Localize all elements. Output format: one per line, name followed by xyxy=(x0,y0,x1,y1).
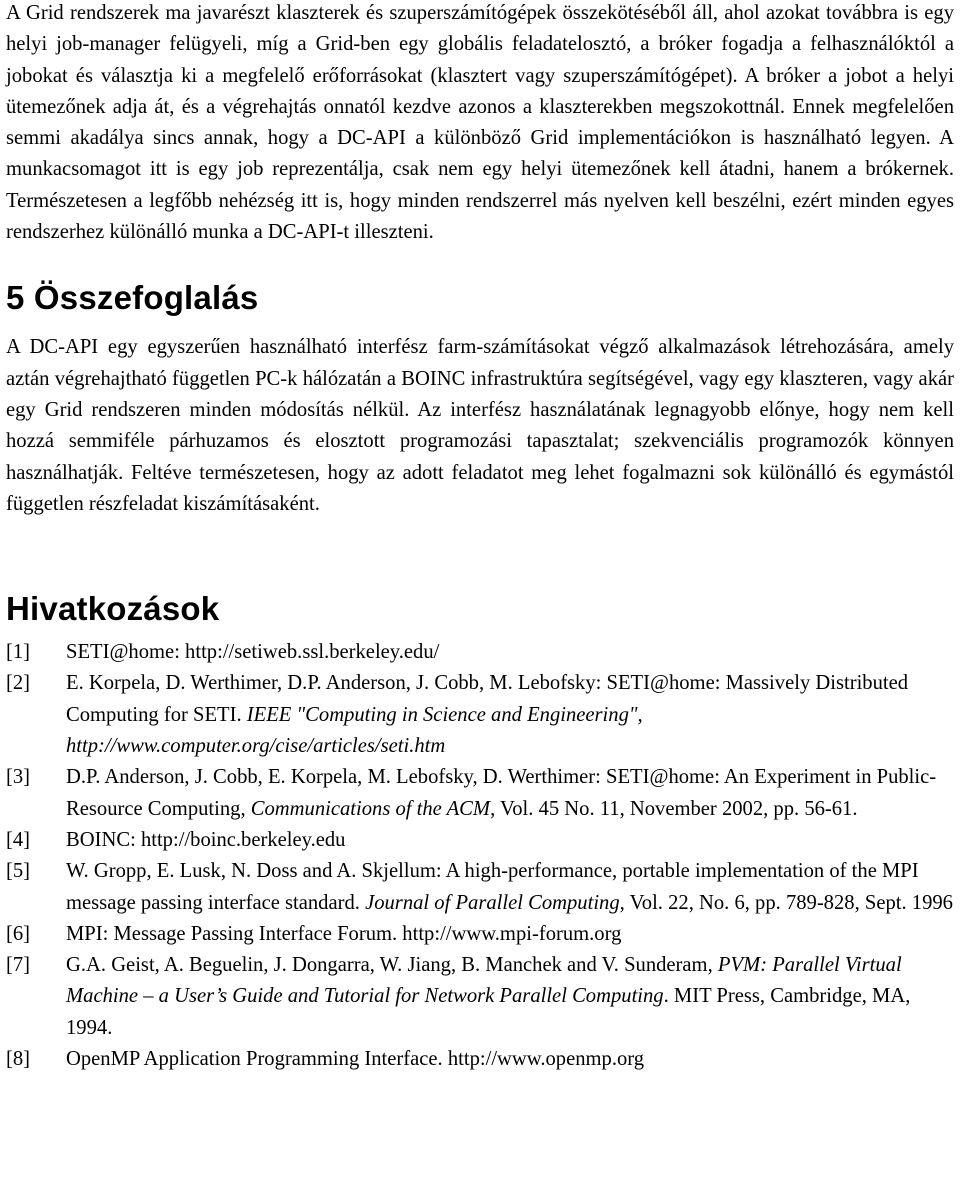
reference-text: OpenMP Application Programming Interface. http://www.openmp.org xyxy=(66,1048,645,1071)
reference-text: MPI: Message Passing Interface Forum. http://www.mpi-forum.org xyxy=(66,922,622,945)
reference-number: [4] xyxy=(6,828,31,851)
reference-number: [8] xyxy=(6,1048,31,1071)
reference-number: [3] xyxy=(6,766,31,789)
reference-list xyxy=(6,637,954,1075)
reference-number: [5] xyxy=(6,860,31,883)
reference-item xyxy=(6,637,954,668)
reference-text: G.A. Geist, A. Beguelin, J. Dongarra, W. Jiang, B. Manchek and V. Sunderam, PVM: Parallel Virtual Machine – a User’s Guide and Tutorial for Network Parallel Computing. MIT Press, Cambridge, MA, 1994. xyxy=(66,954,911,1039)
reference-number: [6] xyxy=(6,922,31,945)
summary-paragraph: A DC-API egy egyszerűen használható interfész farm-számításokat végző alkalmazások létrehozására, amely aztán végrehajtható független PC-k hálózatán a BOINC infrastruktúra segítségével, vagy egy klaszteren, vagy akár egy Grid rendszeren minden módosítás nélkül. Az interfész használatának legnagyobb előnye, hogy nem kell hozzá semmiféle párhuzamos és elosztott programozási tapasztalat; szekvenciális programozók könnyen használhatják. Feltéve természetesen, hogy az adott feladatot meg lehet fogalmazni sok különálló és egymástól független részfeladat kiszámításaként. xyxy=(6,336,954,515)
reference-number: [7] xyxy=(6,954,31,977)
section-heading-summary: 5 Összefoglalás xyxy=(6,279,259,317)
reference-item xyxy=(6,1044,954,1075)
intro-paragraph: A Grid rendszerek ma javarészt klaszterek és szuperszámítógépek összekötéséből áll, ahol azokat továbbra is egy helyi job-manager felügyeli, míg a Grid-ben egy globális feladatelosztó, a bróker fogadja a felhasználóktól a jobokat és választja ki a megfelelő erőforrásokat (klasztert vagy szuperszámítógépet). A bróker a jobot a helyi ütemezőnek adja át, és a végrehajtás onnatól kezdve azonos a klaszterekben megszokottnál. Ennek megfelelően semmi akadálya sincs annak, hogy a DC-API a különböző Grid implementációkon is használható legyen. A munkacsomagot itt is egy job reprezentálja, csak nem egy helyi ütemezőnek kell átadni, hanem a brókernek. Természetesen a legfőbb nehézség itt is, hogy minden rendszerrel más nyelven kell beszélni, ezért minden egyes rendszerhez különálló munka a DC-API-t illeszteni. xyxy=(6,2,954,244)
reference-item xyxy=(6,856,954,919)
reference-item xyxy=(6,668,954,762)
document-page xyxy=(6,0,954,1075)
reference-text: W. Gropp, E. Lusk, N. Doss and A. Skjellum: A high-performance, portable implementation of the MPI message passing interface standard. Journal of Parallel Computing, Vol. 22, No. 6, pp. 789-828, Sept. 1996 xyxy=(66,860,953,914)
reference-number: [2] xyxy=(6,672,31,695)
reference-text: E. Korpela, D. Werthimer, D.P. Anderson, J. Cobb, M. Lebofsky: SETI@home: Massively Distributed Computing for SETI. IEEE "Computing in Science and Engineering", http://www.computer.org/cise/articles/seti.htm xyxy=(66,672,909,758)
reference-item xyxy=(6,919,954,950)
section-heading-references: Hivatkozások xyxy=(6,590,220,628)
reference-item xyxy=(6,762,954,825)
reference-text: D.P. Anderson, J. Cobb, E. Korpela, M. Lebofsky, D. Werthimer: SETI@home: An Experiment in Public-Resource Computing, Communications of the ACM, Vol. 45 No. 11, November 2002, pp. 56-61. xyxy=(66,766,937,820)
reference-number: [1] xyxy=(6,641,31,664)
reference-item xyxy=(6,950,954,1044)
reference-text: BOINC: http://boinc.berkeley.edu xyxy=(66,828,346,851)
reference-text: SETI@home: http://setiweb.ssl.berkeley.edu/ xyxy=(66,641,440,664)
reference-item xyxy=(6,825,954,856)
